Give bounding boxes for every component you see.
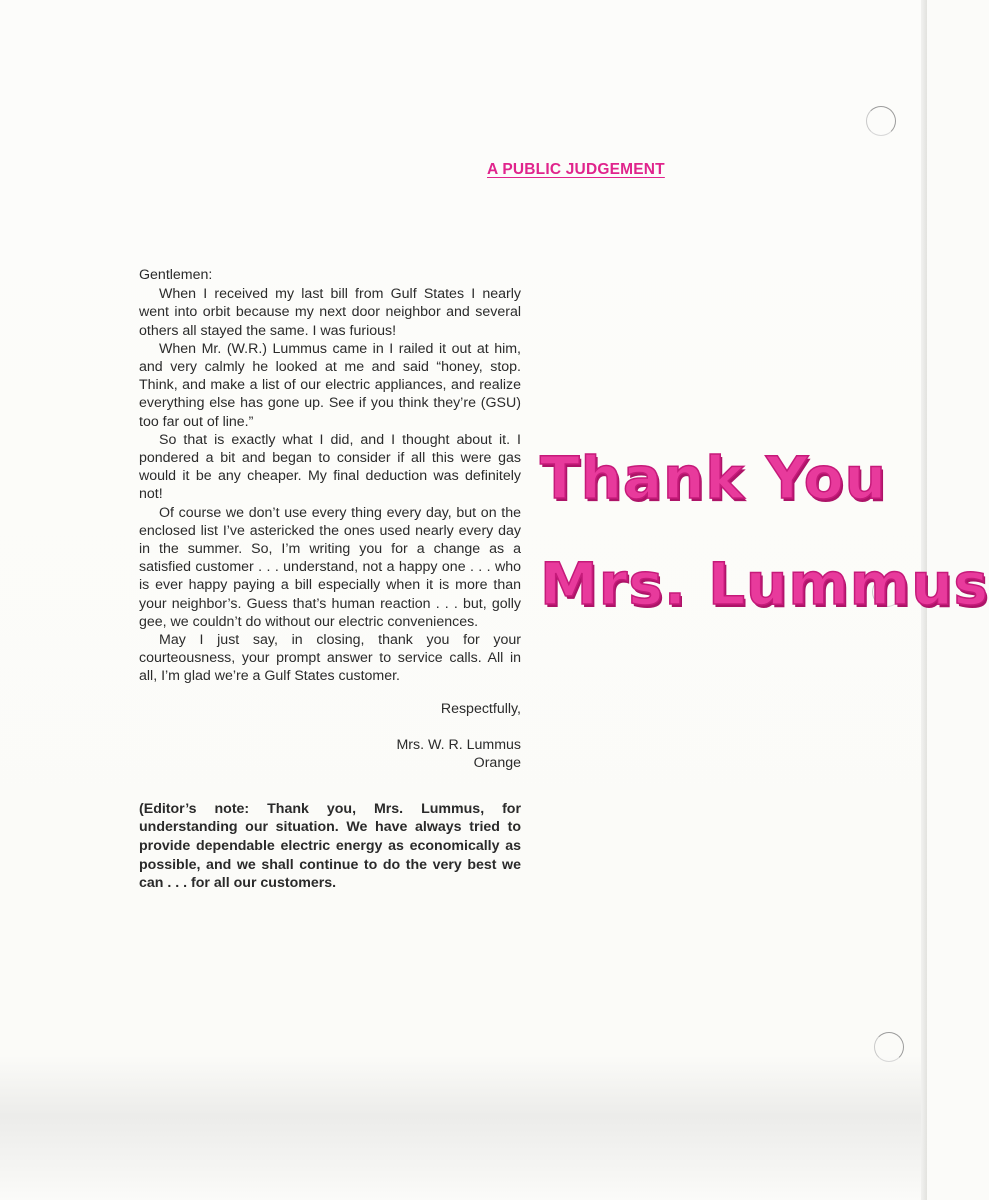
letter-paragraph: When I received my last bill from Gulf States I nearly went into orbit because my next door neighbor and several others all stayed the same. I was furious! [139,286,521,339]
signature-city: Orange [473,754,521,771]
thank-you-heading: Thank You [540,444,887,512]
signature-name: Mrs. W. R. Lummus [396,736,521,753]
letter-body [139,266,521,893]
letter-paragraph: May I just say, in closing, thank you for your courteousness, your prompt answer to service calls. All in all, I’m glad we’re a Gulf States customer. [139,632,521,685]
editor-note: (Editor’s note: Thank you, Mrs. Lummus, for understanding our situation. We have always tried to provide dependable electric energy as economically as possible, and we shall continue to do the very best we can . . . for all our customers. [139,800,521,892]
punch-hole-bottom [874,1032,904,1062]
letter-paragraph: So that is exactly what I did, and I thought about it. I pondered a bit and began to consider if all this were gas would it be any cheaper. My final deduction was definitely not! [139,431,521,503]
letter-salutation: Gentlemen: [139,267,213,283]
letter-signature [139,736,521,772]
letter-paragraph: When Mr. (W.R.) Lummus came in I railed it out at him, and very calmly he looked at me and said “honey, stop. Think, and make a list of our electric appliances, and realize everything else has gone up. See if you think they’re (GSU) too far out of line.” [139,340,521,430]
letter-paragraph: Of course we don’t use every thing every day, but on the enclosed list I’ve astericked the ones used nearly every day in the summer. So, I’m writing you for a change as a satisfied customer . . . understand, not a happy one . . . who is ever happy paying a bill especially when it is more than your neighbor’s. Guess that’s human reaction . . . but, golly gee, we couldn’t do without our electric conveniences. [139,504,521,630]
letter-closing: Respectfully, [440,700,521,717]
mrs-lummus-heading: Mrs. Lummus [540,550,989,618]
punch-hole-top [866,106,896,136]
headline: A PUBLIC JUDGEMENT [487,161,665,178]
